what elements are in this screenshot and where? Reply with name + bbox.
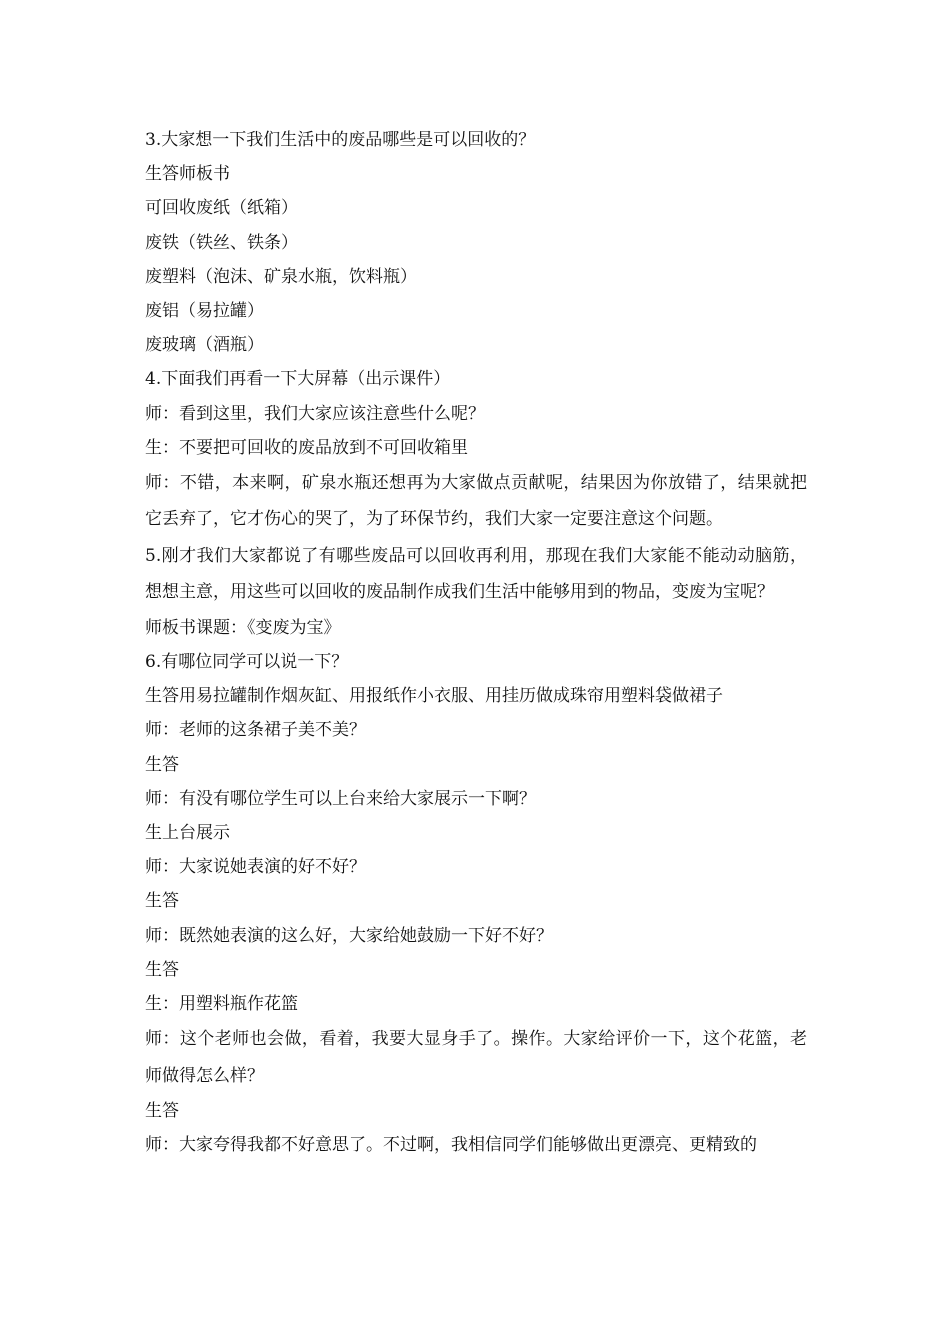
text-line: 师：大家夸得我都不好意思了。不过啊，我相信同学们能够做出更漂亮、更精致的 <box>145 1135 757 1156</box>
text-line: 生答 <box>145 891 179 912</box>
text-line: 可回收废纸（纸箱） <box>145 198 298 219</box>
text-line: 生答 <box>145 754 179 775</box>
paragraph-item-5: 5.刚才我们大家都说了有哪些废品可以回收再利用，那现在我们大家能不能动动脑筋，想想主意，用这些可以回收的废品制作成我们生活中能够用到的物品，变废为宝呢？ <box>145 545 807 603</box>
text-line: 3.大家想一下我们生活中的废品哪些是可以回收的？ <box>145 130 536 150</box>
text-line: 师：既然她表演的这么好，大家给她鼓励一下好不好？ <box>145 925 553 946</box>
text-line: 废玻璃（酒瓶） <box>145 335 264 356</box>
text-line: 生上台展示 <box>145 823 230 843</box>
text-line: 师：有没有哪位学生可以上台来给大家展示一下啊？ <box>145 788 536 809</box>
text-line: 6.有哪位同学可以说一下？ <box>145 652 349 673</box>
paragraph-basket: 师：这个老师也会做，看着，我要大显身手了。操作。大家给评价一下，这个花篮，老师做得怎么样？ <box>145 1029 807 1086</box>
text-line: 师：老师的这条裙子美不美？ <box>145 720 366 741</box>
text-line: 废铁（铁丝、铁条） <box>145 232 298 253</box>
text-line: 生答 <box>145 959 179 980</box>
text-line: 废铝（易拉罐） <box>145 300 264 321</box>
text-line: 生答 <box>145 1101 179 1122</box>
text-line: 4.下面我们再看一下大屏幕（出示课件） <box>145 369 451 390</box>
text-line: 师：大家说她表演的好不好？ <box>145 857 366 878</box>
text-line: 生：用塑料瓶作花篮 <box>145 993 298 1014</box>
text-line: 师板书课题：《变废为宝》 <box>145 617 341 638</box>
text-line: 生答用易拉罐制作烟灰缸、用报纸作小衣服、用挂历做成珠帘用塑料袋做裙子 <box>145 686 723 707</box>
text-line: 生答师板书 <box>145 164 230 185</box>
paragraph-teacher-bottle: 师：不错，本来啊，矿泉水瓶还想再为大家做点贡献呢，结果因为你放错了，结果就把它丢弃了，它才伤心的哭了，为了环保节约，我们大家一定要注意这个问题。 <box>145 472 807 530</box>
document-body <box>145 123 807 1163</box>
text-line: 师：看到这里，我们大家应该注意些什么呢？ <box>145 403 485 424</box>
text-line: 生：不要把可回收的废品放到不可回收箱里 <box>145 437 468 458</box>
text-line: 废塑料（泡沫、矿泉水瓶，饮料瓶） <box>145 266 417 287</box>
